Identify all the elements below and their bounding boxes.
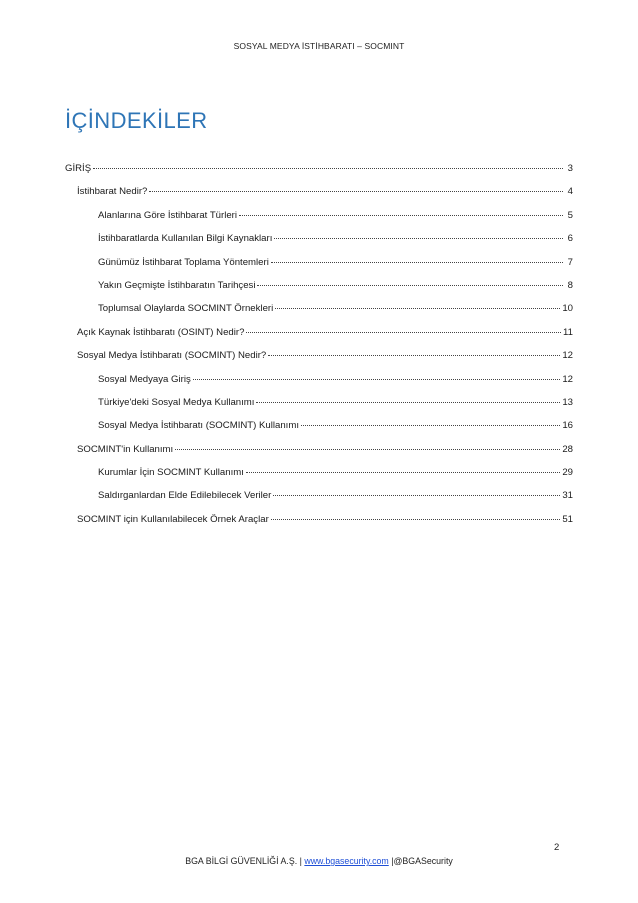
- toc-dot-leader: [301, 425, 560, 426]
- toc-entry-text: Sosyal Medya İstihbaratı (SOCMINT) Nedir?: [77, 350, 267, 362]
- toc-entry-text: Türkiye'deki Sosyal Medya Kullanımı: [98, 396, 255, 408]
- toc-entry-text: Yakın Geçmişte İstihbaratın Tarihçesi: [98, 279, 256, 291]
- toc-entry-page: 28: [562, 443, 573, 455]
- toc-dot-leader: [257, 285, 563, 286]
- toc-entry[interactable]: [65, 280, 573, 303]
- toc-entry[interactable]: [65, 257, 573, 280]
- toc-entry-page: 6: [567, 233, 573, 245]
- toc-entry-page: 8: [567, 279, 573, 291]
- footer-website-link[interactable]: www.bgasecurity.com: [304, 856, 389, 866]
- toc-entry-text: İstihbarat Nedir?: [77, 186, 148, 198]
- toc-entry-text: İstihbaratlarda Kullanılan Bilgi Kaynakları: [98, 233, 273, 245]
- toc-entry[interactable]: [65, 327, 573, 350]
- toc-entry-page: 10: [562, 303, 573, 315]
- toc-title: İÇİNDEKİLER: [65, 108, 208, 133]
- toc-entry-page: 11: [563, 326, 573, 338]
- toc-entry-text: Kurumlar İçin SOCMINT Kullanımı: [98, 467, 244, 479]
- toc-entry[interactable]: [65, 514, 573, 537]
- toc-entry-page: 12: [562, 373, 573, 385]
- toc-entry-text: GİRİŞ: [65, 163, 92, 174]
- toc-dot-leader: [246, 332, 561, 333]
- toc-dot-leader: [271, 519, 561, 520]
- toc-dot-leader: [175, 449, 560, 450]
- toc-dot-leader: [256, 402, 560, 403]
- toc-entry-text: Toplumsal Olaylarda SOCMINT Örnekleri: [98, 303, 274, 315]
- page-footer: [0, 856, 638, 866]
- toc-dot-leader: [149, 191, 563, 192]
- toc-entry-text: Saldırganlardan Elde Edilebilecek Veriler: [98, 490, 272, 502]
- toc-entry-text: Sosyal Medyaya Giriş: [98, 373, 191, 385]
- toc-dot-leader: [239, 215, 563, 216]
- toc-dot-leader: [273, 495, 560, 496]
- toc-dot-leader: [271, 262, 563, 263]
- toc-entry[interactable]: [65, 210, 573, 233]
- toc-entry[interactable]: [65, 350, 573, 373]
- toc-dot-leader: [268, 355, 560, 356]
- toc-dot-leader: [274, 238, 563, 239]
- toc-entry[interactable]: [65, 374, 573, 397]
- toc-entry[interactable]: [65, 186, 573, 209]
- toc-entry[interactable]: [65, 467, 573, 490]
- toc-entry[interactable]: [65, 233, 573, 256]
- toc-entry-page: 16: [562, 420, 573, 432]
- toc-entry-page: 29: [562, 467, 573, 479]
- page-number: 2: [554, 842, 560, 853]
- toc-entry[interactable]: [65, 303, 573, 326]
- toc-entry-text: SOCMINT için Kullanılabilecek Örnek Araçlar: [77, 513, 269, 525]
- toc-entry-text: Alanlarına Göre İstihbarat Türleri: [98, 209, 237, 221]
- toc-entry-page: 5: [567, 209, 573, 221]
- toc-entry-page: 3: [567, 163, 573, 174]
- toc-entry-text: Açık Kaynak İstihbaratı (OSINT) Nedir?: [77, 326, 245, 338]
- toc-entry[interactable]: [65, 444, 573, 467]
- toc-entry[interactable]: [65, 490, 573, 513]
- table-of-contents: [65, 163, 573, 537]
- toc-entry-text: Günümüz İstihbarat Toplama Yöntemleri: [98, 256, 269, 268]
- toc-entry-page: 31: [562, 490, 573, 502]
- toc-dot-leader: [275, 308, 560, 309]
- toc-entry-text: Sosyal Medya İstihbaratı (SOCMINT) Kullanımı: [98, 420, 299, 432]
- toc-entry-page: 4: [567, 186, 573, 198]
- toc-dot-leader: [93, 168, 563, 169]
- page-header: SOSYAL MEDYA İSTİHBARATI – SOCMINT: [233, 41, 405, 51]
- footer-company: BGA BİLGİ GÜVENLİĞİ A.Ş. |: [185, 856, 302, 866]
- toc-entry-text: SOCMINT'in Kullanımı: [77, 443, 174, 455]
- footer-handle: |@BGASecurity: [391, 856, 453, 866]
- toc-dot-leader: [246, 472, 560, 473]
- toc-entry[interactable]: [65, 397, 573, 420]
- toc-entry[interactable]: [65, 420, 573, 443]
- toc-entry-page: 13: [562, 396, 573, 408]
- toc-entry-page: 7: [567, 256, 573, 268]
- toc-entry-page: 12: [562, 350, 573, 362]
- toc-dot-leader: [193, 379, 561, 380]
- toc-entry[interactable]: [65, 163, 573, 186]
- toc-entry-page: 51: [562, 513, 573, 525]
